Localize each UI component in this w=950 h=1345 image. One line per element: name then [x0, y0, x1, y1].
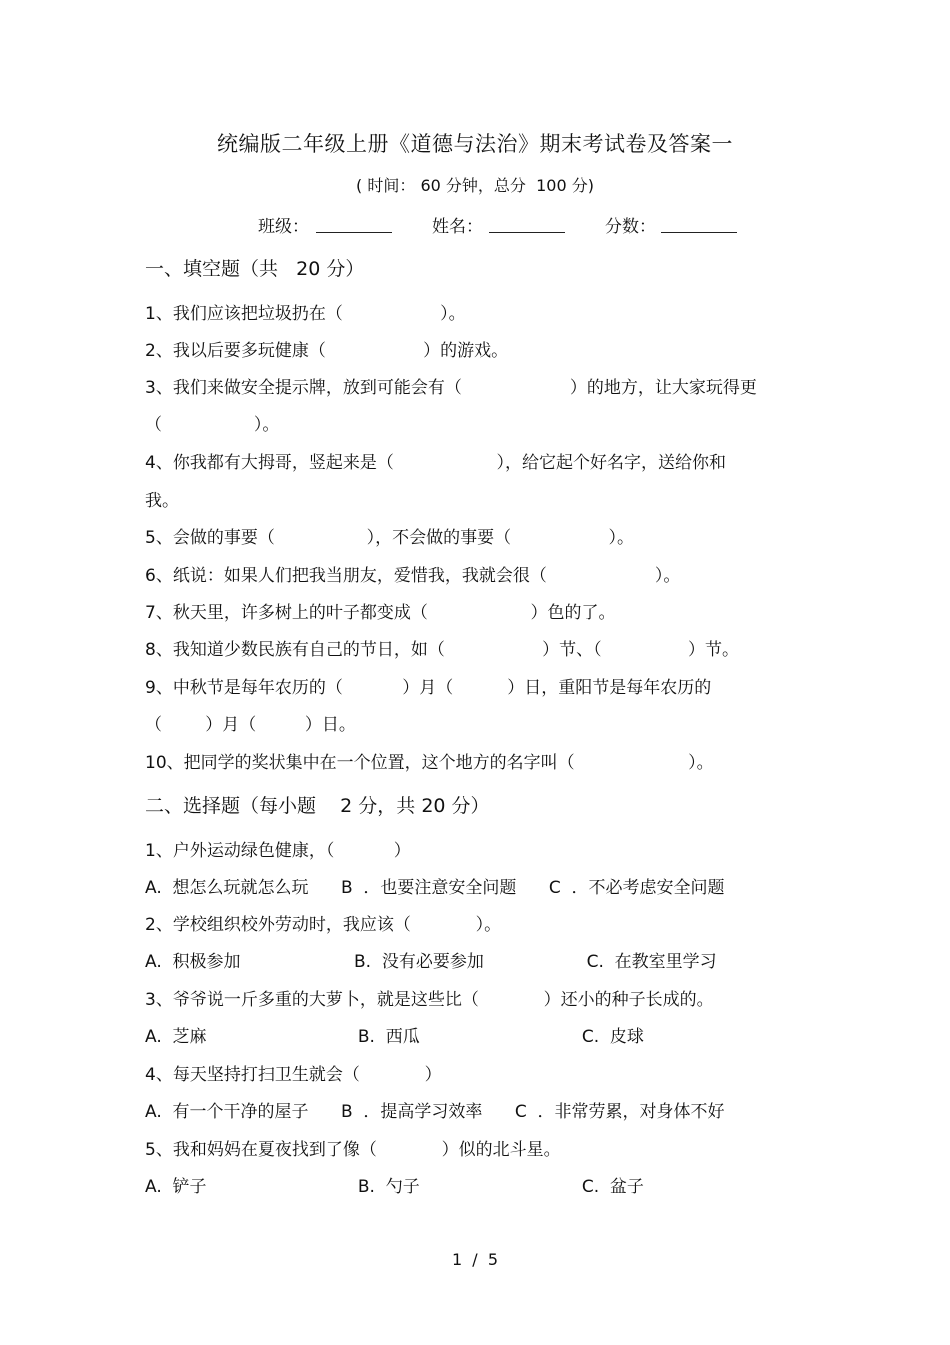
exam-time-info: ( 时间： 60 分钟，总分 100 分) [356, 176, 594, 195]
question-line: 6、纸说：如果人们把我当朋友，爱惜我，我就会很（ ）。 [145, 566, 681, 586]
name-field-blank[interactable] [489, 232, 565, 233]
question-line: 5、会做的事要（ ），不会做的事要（ ）。 [145, 528, 634, 548]
question-line: 3、我们来做安全提示牌，放到可能会有（ ）的地方，让大家玩得更 [145, 378, 757, 398]
option-line: A. 想怎么玩就怎么玩 B ．也要注意安全问题 C ．不必考虑安全问题 [145, 878, 725, 898]
question-line: 2、我以后要多玩健康（ ）的游戏。 [145, 341, 509, 361]
option-line: A. 有一个干净的屋子 B ．提高学习效率 C ．非常劳累，对身体不好 [145, 1102, 725, 1122]
class-field-label: 班级： [258, 217, 309, 237]
question-line: 7、秋天里，许多树上的叶子都变成（ ）色的了。 [145, 603, 616, 623]
section-heading-fill-blank: 一、填空题（共 20 分） [145, 258, 365, 280]
section-heading-multiple-choice: 二、选择题（每小题 2 分，共 20 分） [145, 795, 490, 817]
question-line: 4、每天坚持打扫卫生就会（ ） [145, 1065, 442, 1085]
question-line: 9、中秋节是每年农历的（ ）月（ ）日，重阳节是每年农历的 [145, 678, 712, 698]
question-line: 1、我们应该把垃圾扔在（ ）。 [145, 304, 466, 324]
question-line: 10、把同学的奖状集中在一个位置，这个地方的名字叫（ ）。 [145, 753, 714, 773]
class-field-blank[interactable] [316, 232, 392, 233]
question-line: （ ）。 [145, 415, 280, 435]
option-line: A. 铲子 B. 勺子 C. 盆子 [145, 1177, 644, 1197]
question-line: 2、学校组织校外劳动时，我应该（ ）。 [145, 915, 502, 935]
question-line: 1、户外运动绿色健康，（ ） [145, 841, 411, 861]
question-line: 3、爷爷说一斤多重的大萝卜，就是这些比（ ）还小的种子长成的。 [145, 990, 714, 1010]
option-line: A. 积极参加 B. 没有必要参加 C. 在教室里学习 [145, 952, 717, 972]
question-line: 4、你我都有大拇哥，竖起来是（ ），给它起个好名字，送给你和 [145, 453, 726, 473]
question-line: 5、我和妈妈在夏夜找到了像（ ）似的北斗星。 [145, 1140, 561, 1160]
name-field-label: 姓名： [432, 217, 483, 237]
option-line: A. 芝麻 B. 西瓜 C. 皮球 [145, 1027, 644, 1047]
page-title: 统编版二年级上册《道德与法治》期末考试卷及答案一 [217, 132, 733, 156]
question-line: 8、我知道少数民族有自己的节日，如（ ）节、（ ）节。 [145, 640, 740, 660]
question-line: 我。 [145, 491, 179, 511]
page-indicator: 1 / 5 [451, 1250, 499, 1269]
question-line: （ ）月（ ）日。 [145, 715, 356, 735]
score-field-blank[interactable] [661, 232, 737, 233]
score-field-label: 分数： [605, 217, 656, 237]
